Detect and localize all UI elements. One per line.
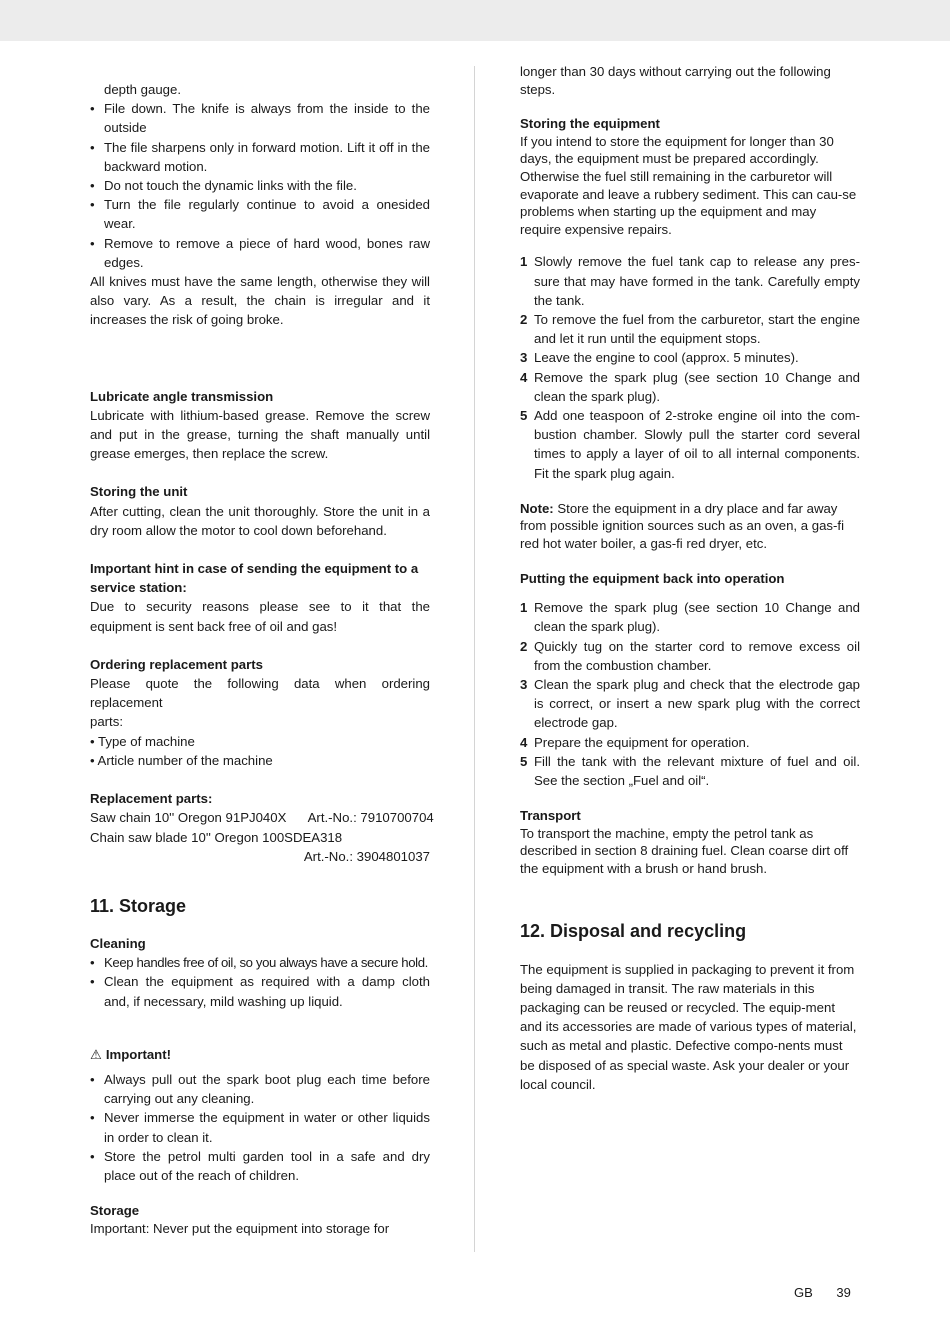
storing-unit-heading: Storing the unit — [90, 484, 188, 500]
storage-heading: Storage — [90, 1203, 140, 1219]
step-number: 1 — [520, 600, 528, 616]
cleaning-heading: Cleaning — [90, 935, 146, 951]
step-number: 5 — [520, 407, 528, 423]
left-column — [90, 60, 434, 1237]
disposal-text: The equipment is supplied in packaging to prevent it from being damaged in transit. The raw materials in this packaging can be reused or recycled. The equip-ment and its accessories are made of various types of material, such as metal and plastic. Defective compo-nents must be disposed of as special waste. Ask your dealer or your local council. — [520, 961, 857, 1092]
list-item — [520, 675, 860, 733]
step-number: 2 — [520, 638, 528, 654]
file-bullet-list — [90, 99, 430, 272]
list-item — [520, 637, 860, 675]
note-paragraph — [520, 500, 860, 553]
step-number: 2 — [520, 311, 528, 327]
step-text: Remove the spark plug (see section 10 Change and clean the spark plug). — [534, 369, 860, 404]
list-item: • File down. The knife is always from the inside to the outside — [90, 99, 430, 137]
depth-gauge-continuation: depth gauge. — [104, 82, 182, 97]
knives-paragraph: All knives must have the same length, otherwise they will also vary. As a result, the chain is irregular and it increases the risk of going broke. — [90, 274, 430, 328]
step-text: Prepare the equipment for operation. — [534, 734, 750, 750]
step-number: 3 — [520, 350, 528, 366]
ordering-text-line2: parts: — [90, 714, 123, 730]
warning-icon: ⚠ — [90, 1046, 102, 1062]
replacement-part: Saw chain 10'' Oregon 91PJ040X Art.-No.: 7910700704 — [90, 810, 434, 826]
storing-equipment-text: If you intend to store the equipment for longer than 30 days, the equipment must be prepared accordingly. Otherwise the fuel still remaining in the carburetor will evaporate and leave a rubbery sediment. This can cau-se problems when starting up the equipment and may require expensive repairs. — [520, 133, 857, 237]
transport-heading: Transport — [520, 808, 581, 824]
step-text: Add one teaspoon of 2-stroke engine oil into the com-bustion chamber. Slowly pull the starter cord several times to apply a layer of oil to all internal components. Fit the spark plug again. — [534, 407, 860, 481]
ordering-item: • Type of machine — [90, 733, 195, 749]
replacement-part: Chain saw blade 10'' Oregon 100SDEA318 — [90, 829, 343, 845]
list-item: • Remove to remove a piece of hard wood, bones raw edges. — [90, 234, 430, 272]
list-item: • Turn the file regularly continue to avoid a onesided wear. — [90, 195, 430, 233]
language-code: GB — [794, 1285, 813, 1300]
lubricate-text: Lubricate with lithium-based grease. Remove the screw and put in the grease, turning the shaft manually until grease emerges, then replace the screw. — [90, 407, 430, 462]
page-footer — [794, 1283, 851, 1302]
back-steps-list — [520, 598, 860, 790]
important-list — [90, 1070, 430, 1185]
list-item — [520, 598, 860, 636]
top-bar — [0, 0, 950, 41]
storage-text: Important: Never put the equipment into storage for — [90, 1220, 390, 1236]
list-item — [520, 252, 860, 310]
list-item: • The file sharpens only in forward motion. Lift it off in the backward motion. — [90, 138, 430, 176]
list-item: • Store the petrol multi garden tool in a safe and dry place out of the reach of children. — [90, 1147, 430, 1185]
column-divider — [474, 66, 475, 1252]
continuation-text: longer than 30 days without carrying out the following steps. — [520, 64, 831, 97]
list-item — [520, 733, 860, 752]
list-item: • Never immerse the equipment in water or other liquids in order to clean it. — [90, 1108, 430, 1146]
replacement-part-number: Art.-No.: 3904801037 — [303, 848, 430, 864]
step-text: Fill the tank with the relevant mixture of fuel and oil. See the section „Fuel and oil“. — [534, 753, 860, 788]
hint-heading: Important hint in case of sending the equipment to a service station: — [90, 561, 419, 596]
step-text: To remove the fuel from the carburetor, start the engine and let it run until the equipment stops. — [534, 311, 860, 347]
list-item: • Do not touch the dynamic links with the file. — [90, 176, 430, 195]
replacement-heading: Replacement parts: — [90, 791, 213, 807]
cleaning-list — [90, 953, 430, 1011]
important-heading-row — [90, 1045, 430, 1064]
storing-unit-text: After cutting, clean the unit thoroughly. Store the unit in a dry room allow the motor to cool down beforehand. — [90, 503, 430, 538]
list-item — [520, 368, 860, 406]
step-text: Leave the engine to cool (approx. 5 minutes). — [534, 350, 799, 366]
list-item: • Always pull out the spark boot plug each time before carrying out any cleaning. — [90, 1070, 430, 1108]
ordering-heading: Ordering replacement parts — [90, 656, 263, 672]
note-text: Store the equipment in a dry place and far away from possible ignition sources such as an oven, a gas-fi red hot water boiler, a gas-fi red dryer, etc. — [520, 500, 844, 551]
storing-steps-list — [520, 252, 860, 482]
important-heading: Important! — [105, 1046, 172, 1062]
list-item — [520, 406, 860, 483]
list-item — [520, 348, 860, 367]
page-number: 39 — [836, 1285, 851, 1300]
step-text: Quickly tug on the starter cord to remove excess oil from the combustion chamber. — [534, 638, 860, 673]
note-label: Note: — [520, 500, 554, 516]
storing-equipment-heading: Storing the equipment — [520, 116, 660, 132]
step-number: 1 — [520, 254, 528, 270]
storage-section-title: 11. Storage — [90, 895, 187, 916]
step-text: Slowly remove the fuel tank cap to release any pres-sure that may have formed in the tank. Carefully empty the tank. — [534, 254, 860, 308]
ordering-item: • Article number of the machine — [90, 752, 273, 768]
step-number: 3 — [520, 676, 528, 692]
list-item — [520, 752, 860, 790]
step-number: 5 — [520, 753, 528, 769]
step-number: 4 — [520, 369, 528, 385]
back-into-operation-heading: Putting the equipment back into operation — [520, 570, 785, 586]
lubricate-heading: Lubricate angle transmission — [90, 388, 274, 404]
ordering-text-line1: Please quote the following data when ordering replacement — [90, 676, 430, 711]
list-item — [520, 310, 860, 348]
list-item: • Keep handles free of oil, so you always have a secure hold. — [90, 953, 430, 972]
step-text: Remove the spark plug (see section 10 Change and clean the spark plug). — [534, 600, 860, 635]
disposal-section-title: 12. Disposal and recycling — [520, 920, 747, 941]
step-text: Clean the spark plug and check that the electrode gap is correct, or insert a new spark plug with the correct electrode gap. — [534, 676, 860, 731]
step-number: 4 — [520, 734, 528, 750]
right-column — [520, 60, 860, 1094]
transport-text: To transport the machine, empty the petrol tank as described in section 8 draining fuel. Clean coarse dirt off the equipment with a brush or hand brush. — [520, 825, 849, 876]
hint-text: Due to security reasons please see to it that the equipment is sent back free of oil and gas! — [90, 599, 430, 634]
list-item: • Clean the equipment as required with a damp cloth and, if necessary, mild washing up liquid. — [90, 972, 430, 1010]
